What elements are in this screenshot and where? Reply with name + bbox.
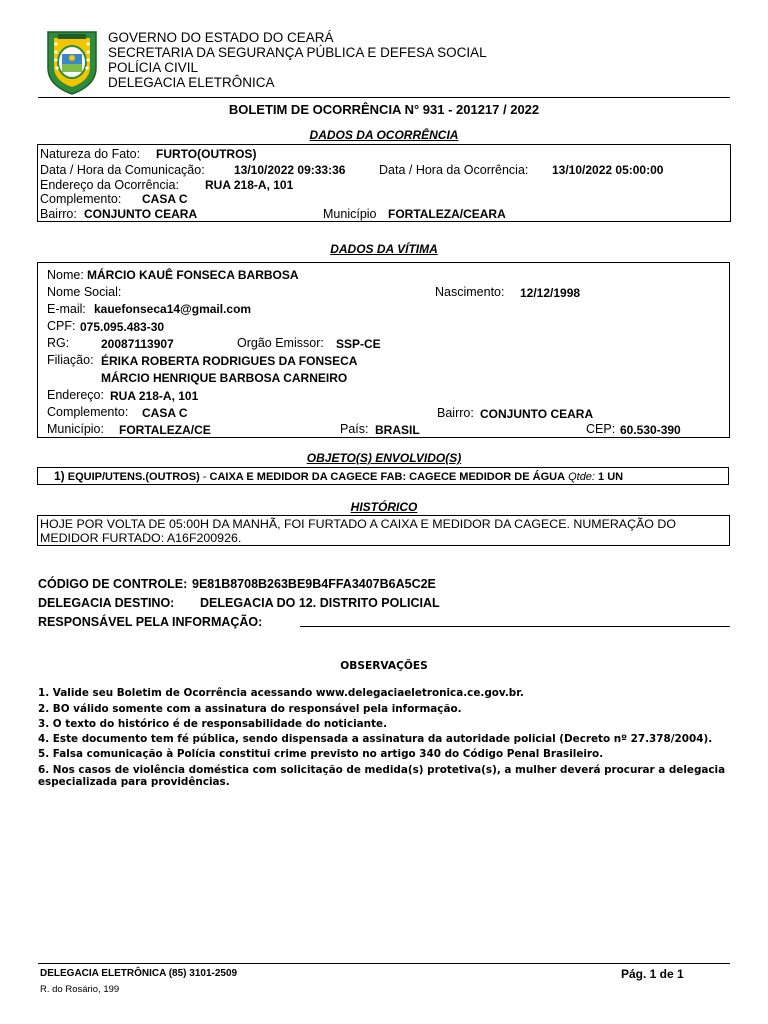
nome-label: Nome: (47, 268, 84, 282)
complemento-vitima-value: CASA C (142, 406, 188, 420)
observacao-item: 6. Nos casos de violência doméstica com solicitação de medida(s) protetiva(s), a mulher deverá procurar a delegacia (38, 764, 726, 776)
municipio-vitima-value: FORTALEZA/CE (119, 423, 211, 437)
observacao-item: 1. Valide seu Boletim de Ocorrência acessando www.delegaciaeletronica.ce.gov.br. (38, 687, 524, 699)
header-line-secretaria: SECRETARIA DA SEGURANÇA PÚBLICA E DEFESA SOCIAL (108, 45, 487, 60)
footer-divider (38, 963, 730, 964)
nascimento-value: 12/12/1998 (520, 286, 581, 300)
header-line-policia: POLÍCIA CIVIL (108, 60, 199, 75)
objeto-item-description: CAIXA E MEDIDOR DA CAGECE FAB: CAGECE MEDIDOR DE ÁGUA (209, 471, 566, 483)
data-comunicacao-value: 13/10/2022 09:33:36 (234, 163, 346, 177)
footer-address: R. do Rosário, 199 (40, 984, 120, 995)
observacoes-title: OBSERVAÇÕES (340, 660, 428, 672)
complemento-vitima-label: Complemento: (47, 405, 129, 419)
observacao-item: 3. O texto do histórico é de responsabilidade do noticiante. (38, 718, 388, 730)
pais-label: País: (340, 422, 369, 436)
codigo-controle-value: 9E81B8708B263BE9B4FFA3407B6A5C2E (192, 577, 436, 591)
bairro-ocorrencia-label: Bairro: (40, 207, 77, 221)
header-divider (38, 97, 730, 98)
pais-value: BRASIL (375, 423, 420, 437)
complemento-ocorrencia-value: CASA C (142, 192, 188, 206)
document-title: BOLETIM DE OCORRÊNCIA N° 931 - 201217 / 2022 (228, 102, 540, 117)
objeto-item-number: 1) (54, 469, 65, 483)
data-ocorrencia-value: 13/10/2022 05:00:00 (552, 163, 664, 177)
observacao-item: especializada para providências. (38, 776, 230, 788)
rg-label: RG: (47, 336, 70, 350)
municipio-ocorrencia-label: Município (323, 207, 377, 221)
municipio-ocorrencia-value: FORTALEZA/CEARA (388, 207, 506, 221)
objeto-item (54, 470, 623, 484)
historico-text-line2: MEDIDOR FURTADO: A16F200926. (40, 531, 242, 545)
observacao-item: 4. Este documento tem fé pública, sendo dispensada a assinatura da autoridade policial (Decreto nº 27.378/2004). (38, 733, 713, 745)
data-comunicacao-label: Data / Hora da Comunicação: (40, 163, 205, 177)
header-line-delegacia: DELEGACIA ELETRÔNICA (108, 75, 275, 90)
filiacao-pai-value: MÁRCIO HENRIQUE BARBOSA CARNEIRO (101, 371, 348, 385)
header-line-government: GOVERNO DO ESTADO DO CEARÁ (108, 30, 334, 45)
filiacao-mae-value: ÉRIKA ROBERTA RODRIGUES DA FONSECA (101, 354, 358, 368)
nome-value: MÁRCIO KAUÊ FONSECA BARBOSA (87, 268, 299, 282)
orgao-emissor-label: Orgão Emissor: (237, 336, 324, 350)
endereco-ocorrencia-value: RUA 218-A, 101 (205, 178, 294, 192)
page-number: Pág. 1 de 1 (621, 967, 684, 981)
orgao-emissor-value: SSP-CE (336, 337, 381, 351)
delegacia-destino-label: DELEGACIA DESTINO: (38, 596, 175, 610)
endereco-ocorrencia-label: Endereço da Ocorrência: (40, 178, 179, 192)
cpf-label: CPF: (47, 319, 76, 333)
delegacia-destino-value: DELEGACIA DO 12. DISTRITO POLICIAL (200, 596, 440, 610)
historico-text-line1: HOJE POR VOLTA DE 05:00H DA MANHÃ, FOI FURTADO A CAIXA E MEDIDOR DA CAGECE. NUMERAÇÃO DO (40, 517, 676, 531)
bairro-ocorrencia-value: CONJUNTO CEARA (84, 207, 198, 221)
endereco-vitima-value: RUA 218-A, 101 (110, 389, 199, 403)
municipio-vitima-label: Município: (47, 422, 104, 436)
objeto-qtde-label: Qtde: (568, 471, 595, 483)
objeto-qtde-value: 1 UN (598, 471, 624, 483)
filiacao-label: Filiação: (47, 353, 94, 367)
rg-value: 20087113907 (101, 337, 174, 351)
objeto-item-separator: - (199, 471, 210, 483)
section-title-objetos: OBJETO(S) ENVOLVIDO(S) (306, 451, 462, 465)
natureza-label: Natureza do Fato: (40, 147, 141, 161)
section-title-historico: HISTÓRICO (350, 500, 418, 514)
objeto-item-type: EQUIP/UTENS.(OUTROS) (67, 471, 200, 483)
ceara-coat-of-arms-icon (44, 28, 100, 96)
footer-contact: DELEGACIA ELETRÔNICA (85) 3101-2509 (40, 968, 238, 979)
data-ocorrencia-label: Data / Hora da Ocorrência: (379, 163, 529, 177)
section-title-ocorrencia: DADOS DA OCORRÊNCIA (309, 128, 459, 142)
responsavel-signature-line (300, 626, 730, 627)
section-title-vitima: DADOS DA VÍTIMA (330, 242, 438, 256)
observacao-item: 2. BO válido somente com a assinatura do responsável pela informação. (38, 703, 462, 715)
complemento-ocorrencia-label: Complemento: (40, 192, 122, 206)
cep-value: 60.530-390 (620, 423, 681, 437)
nome-social-label: Nome Social: (47, 285, 122, 299)
email-label: E-mail: (47, 302, 86, 316)
observacao-item: 5. Falsa comunicação à Polícia constitui crime previsto no artigo 340 do Código Penal Brasileiro. (38, 748, 604, 760)
bairro-vitima-label: Bairro: (437, 406, 474, 420)
email-value: kauefonseca14@gmail.com (94, 302, 252, 316)
codigo-controle-label: CÓDIGO DE CONTROLE: (38, 577, 188, 591)
cpf-value: 075.095.483-30 (80, 320, 165, 334)
responsavel-label: RESPONSÁVEL PELA INFORMAÇÃO: (38, 615, 263, 629)
endereco-vitima-label: Endereço: (47, 388, 104, 402)
natureza-value: FURTO(OUTROS) (156, 147, 257, 161)
nascimento-label: Nascimento: (435, 285, 505, 299)
cep-label: CEP: (586, 422, 616, 436)
bairro-vitima-value: CONJUNTO CEARA (480, 407, 594, 421)
